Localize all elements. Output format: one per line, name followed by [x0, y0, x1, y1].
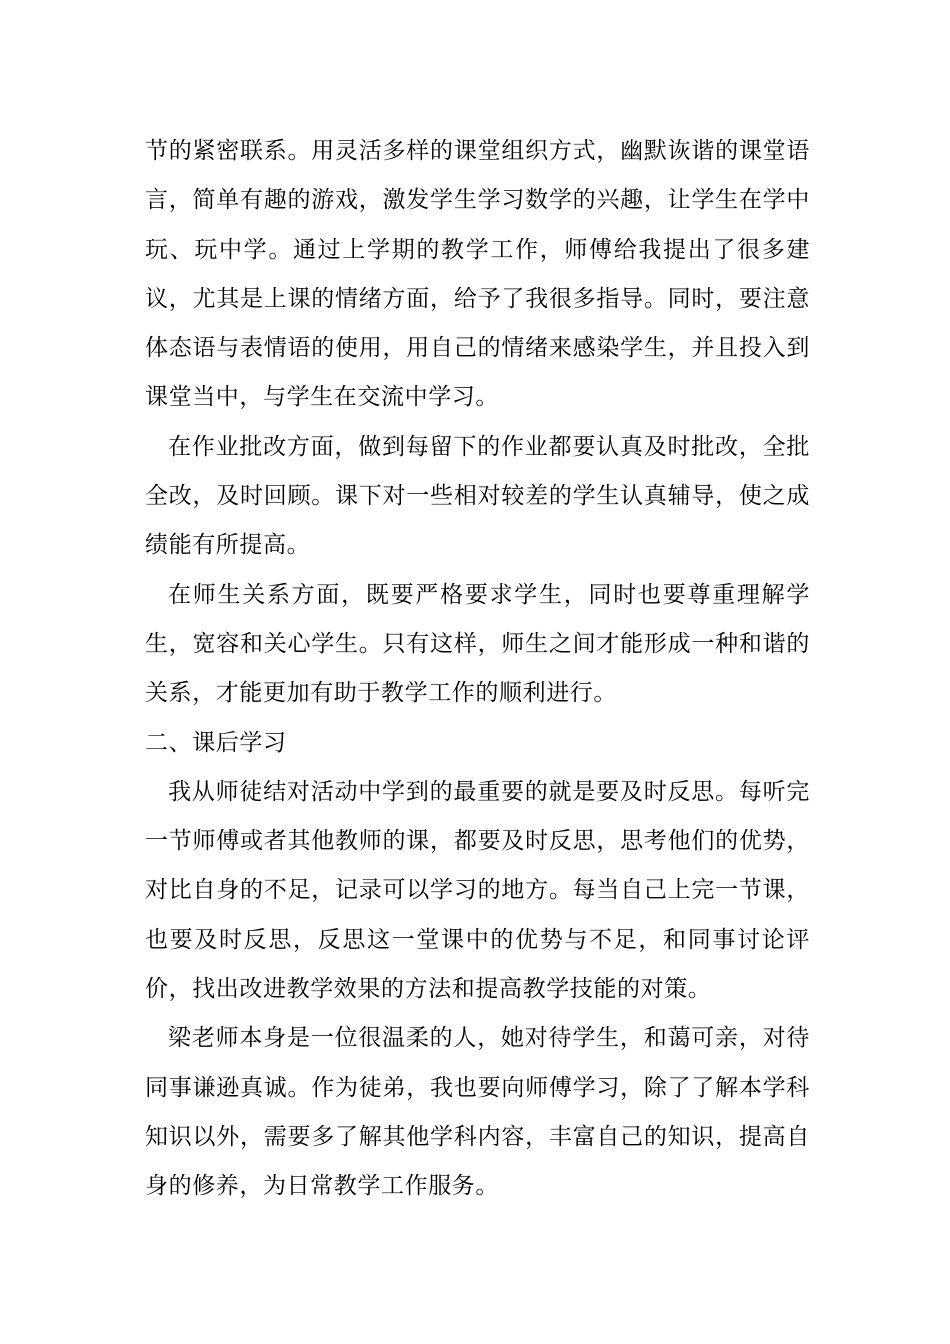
section-heading-after-class-study: 二、课后学习: [145, 729, 287, 756]
paragraph-teacher-student-relationship: 在师生关系方面，既要严格要求学生，同时也要尊重理解学生，宽容和关心学生。只有这样，师生之间才能形成一种和谐的关系，才能更加有助于教学工作的顺利进行。: [145, 581, 810, 707]
paragraph-reflection: 我从师徒结对活动中学到的最重要的就是要及时反思。每听完一节师傅或者其他教师的课，都要及时反思，思考他们的优势，对比自身的不足，记录可以学习的地方。每当自己上完一节课，也要及时反思，反思这一堂课中的优势与不足，和同事讨论评价，找出改进教学效果的方法和提高教学技能的对策。: [145, 778, 810, 1003]
paragraph-mentor-character: 梁老师本身是一位很温柔的人，她对待学生，和蔼可亲，对待同事谦逊真诚。作为徒弟，我也要向师傅学习，除了了解本学科知识以外，需要多了解其他学科内容，丰富自己的知识，提高自身的修养，为日常教学工作服务。: [145, 1025, 810, 1200]
paragraph-continuation: 节的紧密联系。用灵活多样的课堂组织方式，幽默诙谐的课堂语言，简单有趣的游戏，激发学生学习数学的兴趣，让学生在学中玩、玩中学。通过上学期的教学工作，师傅给我提出了很多建议，尤其是上课的情绪方面，给予了我很多指导。同时，要注意体态语与表情语的使用，用自己的情绪来感染学生，并且投入到课堂当中，与学生在交流中学习。: [145, 138, 810, 411]
document-body: [145, 127, 810, 1212]
paragraph-homework-grading: 在作业批改方面，做到每留下的作业都要认真及时批改，全批全改，及时回顾。课下对一些相对较差的学生认真辅导，使之成绩能有所提高。: [145, 433, 810, 559]
